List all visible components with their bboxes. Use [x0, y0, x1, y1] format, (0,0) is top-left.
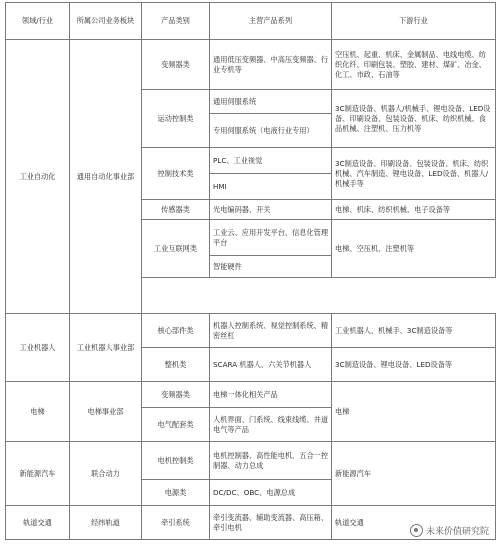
downstream-cell: 3C制造设备、锂电设备、LED设备等: [332, 348, 496, 382]
product-cell: PLC、工业视觉: [210, 148, 332, 174]
downstream-cell: 轨道交通: [332, 506, 496, 540]
category-cell: 运动控制类: [142, 90, 210, 148]
product-cell: 机器人控制系统、视觉控制系统、精密丝杠: [210, 314, 332, 348]
product-cell: HMI: [210, 174, 332, 200]
product-cell: 电梯一体化相关产品: [210, 382, 332, 408]
category-cell: 整机类: [142, 348, 210, 382]
segment-cell: 工业机器人事业部: [70, 314, 142, 382]
table-row: [6, 382, 496, 408]
category-cell: 电源类: [142, 480, 210, 506]
wechat-icon: [410, 524, 423, 537]
table-row: [6, 40, 496, 90]
watermark-text: 未来价值研究院: [425, 527, 489, 537]
header-category: 产品类别: [142, 3, 210, 40]
downstream-cell: 3C制造设备、印刷设备、包装设备、机床、纺织机械、汽车制造、锂电设备、LED设备、机器人/机械手等: [332, 148, 496, 200]
domain-cell: 工业自动化: [6, 40, 70, 314]
downstream-cell: 工业机器人、机械手、3C制造设备等: [332, 314, 496, 348]
category-cell: 工业互联网类: [142, 220, 210, 278]
product-cell: 专用伺服系统（电液行业专用）: [210, 114, 332, 148]
category-cell: 电气配套类: [142, 408, 210, 442]
downstream-cell: 3C制造设备、机器人/机械手、锂电设备、LED设备、印刷设备、包装设备、机床、纺织机械、食品机械、注塑机、压力机等: [332, 90, 496, 148]
product-cell: 光电编码器、开关: [210, 200, 332, 220]
domain-cell: 电梯: [6, 382, 70, 442]
product-cell: 牵引变流器、辅助变流器、高压箱、牵引电机: [210, 506, 332, 540]
product-cell: SCARA 机器人、六关节机器人: [210, 348, 332, 382]
product-cell: 工业云、应用开发平台、信息化管理平台: [210, 220, 332, 256]
segment-cell: 通用自动化事业部: [70, 40, 142, 314]
segment-cell: 经纬轨道: [70, 506, 142, 540]
table-row: [6, 314, 496, 348]
segment-cell: 电梯事业部: [70, 382, 142, 442]
table-row: [6, 442, 496, 480]
segment-cell: 联合动力: [70, 442, 142, 506]
downstream-cell: 新能源汽车: [332, 442, 496, 506]
category-cell: 核心部件类: [142, 314, 210, 348]
domain-cell: 轨道交通: [6, 506, 70, 540]
header-downstream: 下游行业: [332, 3, 496, 40]
category-cell: 变频器类: [142, 382, 210, 408]
header-segment: 所属公司业务板块: [70, 3, 142, 40]
downstream-cell: 电梯、空压机、注塑机等: [332, 220, 496, 278]
watermark: [408, 523, 491, 538]
table-header-row: [6, 3, 496, 40]
downstream-cell: 电梯、机床、纺织机械、电子设备等: [332, 200, 496, 220]
product-cell: 通用低压变频器、中高压变频器、行业专机等: [210, 40, 332, 90]
category-cell: 控制技术类: [142, 148, 210, 200]
product-cell: DC/DC、OBC、电源总成: [210, 480, 332, 506]
header-product: 主营产品系列: [210, 3, 332, 40]
category-cell: 传感器类: [142, 200, 210, 220]
product-cell: 电机控制器、高性能电机、五合一控制器、动力总成: [210, 442, 332, 480]
product-cell: 通用伺服系统: [210, 90, 332, 114]
downstream-cell: 电梯: [332, 382, 496, 442]
industry-product-table: [5, 2, 496, 540]
category-cell: 电机控制类: [142, 442, 210, 480]
downstream-cell: 空压机、起重、机床、金属制品、电线电缆、纺织化纤、印刷包装、塑胶、建材、煤矿、冶金、化工、市政、石油等: [332, 40, 496, 90]
domain-cell: 工业机器人: [6, 314, 70, 382]
category-cell: 牵引系统: [142, 506, 210, 540]
product-cell: 人机界面、门系统、线束线缆、井道电气等产品: [210, 408, 332, 442]
header-domain: 领域/行业: [6, 3, 70, 40]
category-cell: 变频器类: [142, 40, 210, 90]
domain-cell: 新能源汽车: [6, 442, 70, 506]
product-cell: 智能硬件: [210, 256, 332, 278]
